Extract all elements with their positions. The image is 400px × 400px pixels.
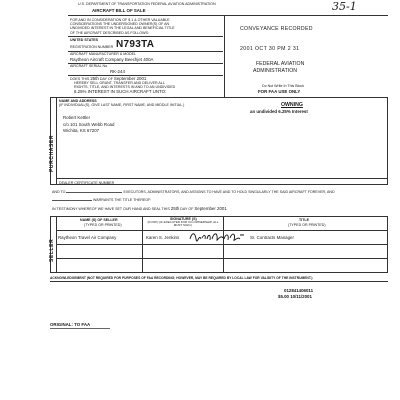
seller-row-rule-1 [56,244,388,245]
serial-value: RK-244 [110,69,125,74]
dealer-label: DEALER CERTIFICATE NUMBER [59,181,115,185]
stamp-date: 2001 OCT 30 PM 2 31 [240,46,300,52]
stamp-agency-1: FEDERAL AVIATION [256,61,305,67]
footer-rule [50,328,110,329]
purchaser-section [50,97,388,185]
dealer-rule [56,178,388,179]
consideration-text: FOR AND IN CONSIDERATION OF $ 1 & OTHER VALUABLE CONSIDERATIONS THE UNDERSIGNED OWNER(S) OF AN UNDIVIDED INTEREST IN THE LEGAL AND BENEFICIAL TITLE OF THE AIRCRAFT DESCRIBED AS FOLLOWS: [70,18,175,35]
name-address-label: NAME AND ADDRESS [59,99,97,103]
owning-label: OWNING [281,102,303,108]
seller-col-signature-sub: (IN INK) (IF EXECUTED FOR CO-OWNERSHIP, ALL MUST SIGN.) [147,220,219,228]
purchaser-address-2: Wichita, KS 67207 [63,128,100,133]
receipt-number: 012841406011 [284,288,314,293]
signature-mark [188,230,248,244]
seller-col-name-sub: (TYPED OR PRINTED) [84,223,122,227]
receipt-fee-date: $5.00 10/11/2001 [278,294,312,299]
purchaser-side-label: PURCHASER [49,134,55,172]
stamp-divider [224,15,225,97]
seller-row-rule-2 [56,258,388,259]
acknowledgement-rule [50,281,388,282]
transfer-interest: 6.25% INTEREST IN SUCH AIRCRAFT UNTO: [74,89,167,94]
seller-col-name: NAME (S) OF SELLER [80,218,118,222]
serial-label: AIRCRAFT SERIAL No. [70,64,109,68]
stamp-agency-2: ADMINISTRATION [253,68,297,74]
manufacturer-label: AIRCRAFT MANUFACTURER & MODEL [70,52,137,56]
handwritten-mark: 35-1 [332,0,357,13]
stamp-title: CONVEYANCE RECORDED [240,26,313,32]
consideration-rule [68,36,223,37]
signer-name: Karen S. Jenkins [146,235,180,240]
registration-number: N793TA [116,39,155,50]
purchaser-name: Robert Kettler [63,115,91,120]
seller-col-signature: SIGNATURE (S) [170,217,197,221]
transfer-date-line: DOES THIS 25th DAY OF September 2001 [70,76,147,81]
acknowledgement-text: ACKNOWLEDGEMENT (NOT REQUIRED FOR PURPOSES OF FAA RECORDING; HOWEVER, MAY BE REQUIRED BY LOCAL LAW FOR VALIDITY OF THE INSTRUMENT.) [50,276,313,280]
testimony-line: IN TESTIMONY WHEREOF WE HAVE SET OUR HAND AND SEAL THIS 25th DAY OF September 2001 [52,206,227,211]
manufacturer-value: Raytheon Aircraft Company Beechjet 400A [70,57,154,62]
registration-label: REGISTRATION NUMBER [70,45,114,49]
header-rule [68,15,388,16]
faa-box-line2: FOR FAA USE ONLY [258,89,301,94]
heirs-line: AND TO EXECUTORS, ADMINISTRATORS, AND ASSIGNS TO HAVE AND TO HOLD SINGULARLY THE SAID AIRCRAFT FOREVER, AND [52,190,335,194]
agency-line: U.S. DEPARTMENT OF TRANSPORTATION FEDERAL AVIATION ADMINISTRATION [78,2,216,6]
purchaser-address-1: c/o 101 South Webb Road [63,122,115,127]
purchaser-side-divider [56,97,57,185]
owning-interest: an undivided 6.25% Interest [250,109,308,114]
transfer-text: HEREBY SELL GRANT, TRANSFER AND DELIVER ALL RIGHTS, TITLE, AND INTERESTS IN AND TO AN UNDIVIDED [74,81,176,90]
faa-box-line1: Do Not Write In This Block [262,84,305,88]
registry-label: UNITED STATES [70,38,99,42]
seller-col-title-sub: (TYPED OR PRINTED) [288,223,326,227]
original-to-faa: ORIGINAL: TO FAA [50,322,91,327]
seller-name: Raytheon Travel Air Company [58,235,117,240]
warrants-line: WARRANTS THE TITLE THEREOF: [52,198,151,202]
name-address-sub: (IF INDIVIDUAL(S), GIVE LAST NAME, FIRST NAME, AND MIDDLE INITIAL.) [59,103,185,107]
seller-col-title: TITLE [299,218,309,222]
seller-side-label: SELLER [49,238,55,262]
signer-title: Sr. Contracts Manager [250,235,294,240]
form-title: AIRCRAFT BILL OF SALE [92,8,146,13]
